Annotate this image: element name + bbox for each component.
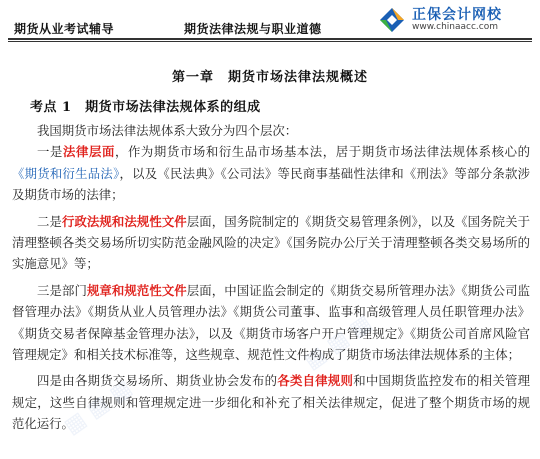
logo-url[interactable]: www.chinaacc.com — [412, 22, 498, 32]
paragraph-text: 层面，国务院制定的《期货交易管理条例》，以及《国务院关于清理整顿各类交易场所切实防范金融风险的决定》《国务院办公厅关于清理整顿各类交易场所的实施意见》等； — [12, 213, 531, 272]
paragraph-text: ，作为期货市场和衍生品市场基本法，居于期货市场法律法规体系核心的 — [114, 144, 531, 160]
brand-logo[interactable] — [376, 2, 536, 36]
highlight-term: 规章和规范性文件 — [86, 282, 187, 298]
intro-paragraph: 我国期货市场法律法规体系大致分为四个层次： — [37, 123, 298, 138]
paragraph-self-regulation-level — [12, 370, 530, 434]
header-book-title: 期货从业考试辅导 — [14, 22, 115, 36]
logo-name: 正保会计网校 — [412, 7, 502, 23]
paragraph-admin-level — [12, 211, 530, 275]
paragraph-lead: 二是 — [37, 213, 62, 229]
paragraph-text: ，以及《民法典》《公司法》等民商事基础性法律和《刑法》等部分条款涉及期货市场的法律； — [12, 165, 530, 203]
document-body — [12, 120, 530, 435]
header-divider-thin — [8, 41, 532, 42]
paragraph-law-level — [12, 141, 530, 205]
watermark-decoration: ▦ ▦ ▦ — [59, 375, 137, 440]
highlight-term: 法律层面 — [62, 144, 115, 160]
page-header — [0, 0, 540, 58]
paragraph-text: 和中国期货监控发布的相关管理规定，这些自律规则和管理规定进一步细化和补充了相关法律规定，促进了整个期货市场的规范化运行。 — [12, 373, 531, 432]
paragraph-text: 层面，中国证监会制定的《期货交易所管理办法》《期货公司监督管理办法》《期货从业人员管理办法》《期货公司董事、监事和高级管理人员任职管理办法》《期货交易者保障基金管理办法》，以及《期货市场客户开户管理规定》《期货公司首席风险官管理规定》和相关技术标准等，这些规章、规范性文件构成了期货市场法律法规体系的主体； — [12, 282, 531, 363]
header-subject-title: 期货法律法规与职业道德 — [184, 22, 322, 36]
highlight-term: 各类自律规则 — [277, 373, 354, 389]
law-name-link: 《期货和衍生品法》 — [12, 165, 120, 181]
watermark-decoration: ▦ ▦ ▦ — [299, 310, 377, 375]
paragraph-lead: 一是 — [37, 144, 63, 160]
paragraph-lead: 三是部门 — [37, 282, 87, 298]
chapter-title: 第一章 期货市场法律法规概述 — [171, 70, 368, 85]
header-divider — [8, 38, 532, 40]
section-title: 考点 1 期货市场法律法规体系的组成 — [30, 100, 261, 115]
paragraph-lead: 四是由各期货交易场所、期货业协会发布的 — [37, 373, 278, 389]
highlight-term: 行政法规和法规性文件 — [61, 213, 187, 229]
paragraph-department-level — [12, 280, 530, 366]
logo-icon — [376, 2, 408, 34]
